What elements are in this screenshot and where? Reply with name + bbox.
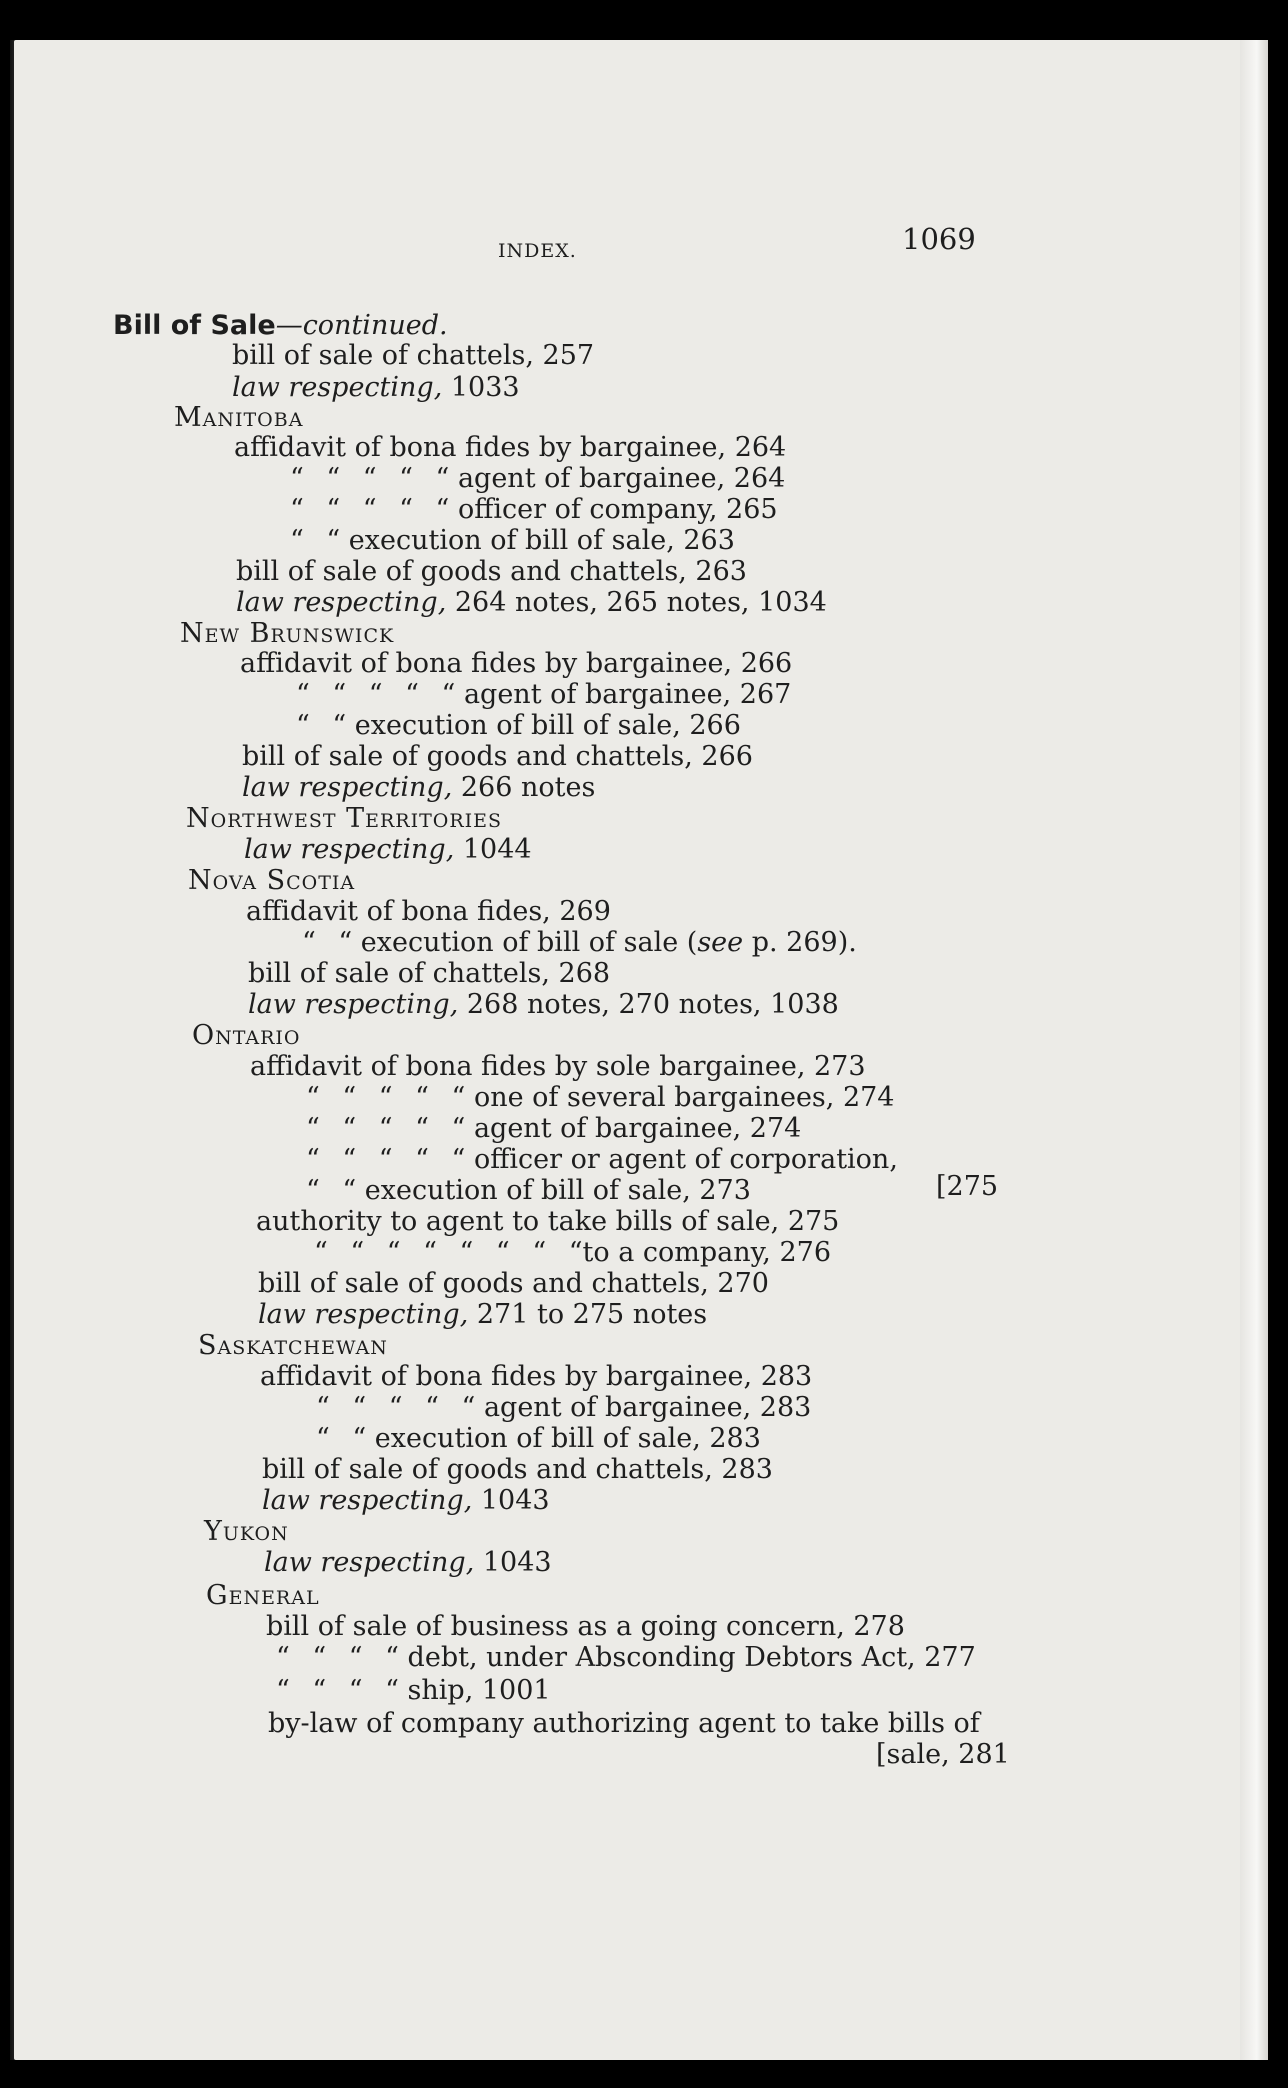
running-head: INDEX. bbox=[498, 240, 577, 262]
ditto-marks: “ “ “ “ “ bbox=[306, 1113, 466, 1144]
line-text: execution of bill of sale, 273 bbox=[356, 1175, 751, 1206]
line-text: execution of bill of sale, 283 bbox=[366, 1423, 761, 1454]
index-line bbox=[290, 525, 735, 556]
index-line bbox=[236, 587, 827, 618]
line-text: agent of bargainee, 283 bbox=[475, 1392, 812, 1423]
line-text: execution of bill of sale, 263 bbox=[340, 525, 735, 556]
line-text: agent of bargainee, 267 bbox=[455, 679, 792, 710]
index-line: affidavit of bona fides by sole bargainee, 273 bbox=[250, 1051, 866, 1082]
index-line bbox=[316, 1423, 761, 1454]
index-line: bill of sale of goods and chattels, 270 bbox=[258, 1268, 769, 1299]
index-line: bill of sale of goods and chattels, 263 bbox=[236, 556, 747, 587]
index-line bbox=[314, 1237, 831, 1268]
index-line bbox=[306, 1082, 894, 1113]
index-line bbox=[290, 494, 778, 525]
line-text: officer or agent of corporation, bbox=[465, 1144, 898, 1175]
index-line bbox=[306, 1144, 898, 1175]
section-heading-manitoba: Manitoba bbox=[174, 402, 304, 433]
index-line bbox=[232, 372, 520, 403]
line-text: ship, 1001 bbox=[398, 1675, 551, 1706]
ditto-marks: “ “ “ “ “ bbox=[316, 1392, 476, 1423]
italic-text: law respecting, bbox=[236, 587, 447, 618]
ditto-marks: “ “ bbox=[302, 927, 353, 958]
line-text: to a company, 276 bbox=[582, 1237, 831, 1268]
index-line bbox=[290, 463, 785, 494]
entry-heading-continued: —continued. bbox=[275, 310, 448, 341]
line-text: 1033 bbox=[442, 372, 520, 403]
index-line bbox=[276, 1642, 976, 1673]
index-line bbox=[244, 834, 532, 865]
line-text: debt, under Absconding Debtors Act, 277 bbox=[398, 1642, 976, 1673]
section-heading-ontario: Ontario bbox=[192, 1020, 301, 1051]
index-line bbox=[276, 1675, 551, 1706]
index-line: affidavit of bona fides, 269 bbox=[246, 896, 611, 927]
index-line: bill of sale of goods and chattels, 283 bbox=[262, 1454, 773, 1485]
index-line: affidavit of bona fides by bargainee, 283 bbox=[260, 1361, 813, 1392]
ditto-marks: “ “ “ “ “ bbox=[290, 463, 450, 494]
continuation-mark: [275 bbox=[936, 1171, 999, 1202]
italic-text: law respecting, bbox=[248, 989, 459, 1020]
ditto-marks: “ “ bbox=[316, 1423, 367, 1454]
book-page bbox=[14, 40, 1264, 2060]
index-line bbox=[248, 989, 839, 1020]
ditto-marks: “ “ bbox=[290, 525, 341, 556]
line-text: execution of bill of sale ( bbox=[352, 927, 698, 958]
index-line bbox=[316, 1392, 811, 1423]
index-line bbox=[296, 710, 741, 741]
index-line bbox=[258, 1299, 707, 1330]
line-text: 271 to 275 notes bbox=[468, 1299, 708, 1330]
line-text: 268 notes, 270 notes, 1038 bbox=[458, 989, 839, 1020]
line-text: officer of company, 265 bbox=[449, 494, 778, 525]
italic-text: law respecting, bbox=[264, 1547, 475, 1578]
line-text: 1043 bbox=[472, 1485, 550, 1516]
section-heading-nova-scotia: Nova Scotia bbox=[188, 865, 356, 896]
entry-heading-title: Bill of Sale bbox=[113, 310, 276, 341]
ditto-marks: “ “ bbox=[306, 1175, 357, 1206]
section-heading-northwest-territories: Northwest Territories bbox=[186, 803, 503, 834]
ditto-marks: “ “ “ “ “ bbox=[296, 679, 456, 710]
line-text: execution of bill of sale, 266 bbox=[346, 710, 741, 741]
italic-text: law respecting, bbox=[262, 1485, 473, 1516]
index-line bbox=[302, 927, 857, 958]
ditto-marks: “ “ “ “ “ bbox=[290, 494, 450, 525]
index-line: authority to agent to take bills of sale, 275 bbox=[256, 1206, 840, 1237]
page-number: 1069 bbox=[902, 222, 976, 256]
index-line bbox=[296, 679, 791, 710]
index-line bbox=[306, 1113, 801, 1144]
line-text: agent of bargainee, 264 bbox=[449, 463, 786, 494]
ditto-marks: “ “ “ “ bbox=[276, 1642, 399, 1673]
line-text: p. 269). bbox=[743, 927, 857, 958]
index-line: affidavit of bona fides by bargainee, 266 bbox=[240, 648, 793, 679]
section-heading-general: General bbox=[206, 1580, 320, 1611]
ditto-marks: “ “ “ “ “ “ “ “ bbox=[314, 1237, 583, 1268]
index-line bbox=[306, 1175, 751, 1206]
index-line: bill of sale of chattels, 257 bbox=[232, 340, 595, 371]
ditto-marks: “ “ “ “ “ bbox=[306, 1082, 466, 1113]
ditto-marks: “ “ “ “ “ bbox=[306, 1144, 466, 1175]
page-fore-edge bbox=[1240, 40, 1268, 2060]
section-heading-saskatchewan: Saskatchewan bbox=[198, 1330, 388, 1361]
index-line bbox=[262, 1485, 550, 1516]
line-text: 1044 bbox=[454, 834, 532, 865]
section-heading-new-brunswick: New Brunswick bbox=[180, 618, 395, 649]
continuation-mark: [sale, 281 bbox=[876, 1739, 1010, 1770]
index-line: bill of sale of chattels, 268 bbox=[248, 958, 611, 989]
index-line bbox=[264, 1547, 552, 1578]
entry-heading bbox=[113, 310, 448, 341]
index-line: bill of sale of goods and chattels, 266 bbox=[242, 741, 753, 772]
section-heading-yukon: Yukon bbox=[204, 1516, 289, 1547]
line-text: 264 notes, 265 notes, 1034 bbox=[446, 587, 827, 618]
line-text: 1043 bbox=[474, 1547, 552, 1578]
ditto-marks: “ “ bbox=[296, 710, 347, 741]
index-line: by-law of company authorizing agent to take bills of bbox=[268, 1708, 980, 1739]
index-line: affidavit of bona fides by bargainee, 264 bbox=[234, 432, 787, 463]
index-line bbox=[242, 772, 595, 803]
line-text: agent of bargainee, 274 bbox=[465, 1113, 802, 1144]
italic-text: law respecting, bbox=[258, 1299, 469, 1330]
italic-text: law respecting, bbox=[242, 772, 453, 803]
line-text: 266 notes bbox=[452, 772, 596, 803]
ditto-marks: “ “ “ “ bbox=[276, 1675, 399, 1706]
italic-text: law respecting, bbox=[232, 372, 443, 403]
italic-text: law respecting, bbox=[244, 834, 455, 865]
index-line: bill of sale of business as a going concern, 278 bbox=[266, 1611, 905, 1642]
italic-text: see bbox=[697, 927, 744, 958]
line-text: one of several bargainees, 274 bbox=[465, 1082, 895, 1113]
